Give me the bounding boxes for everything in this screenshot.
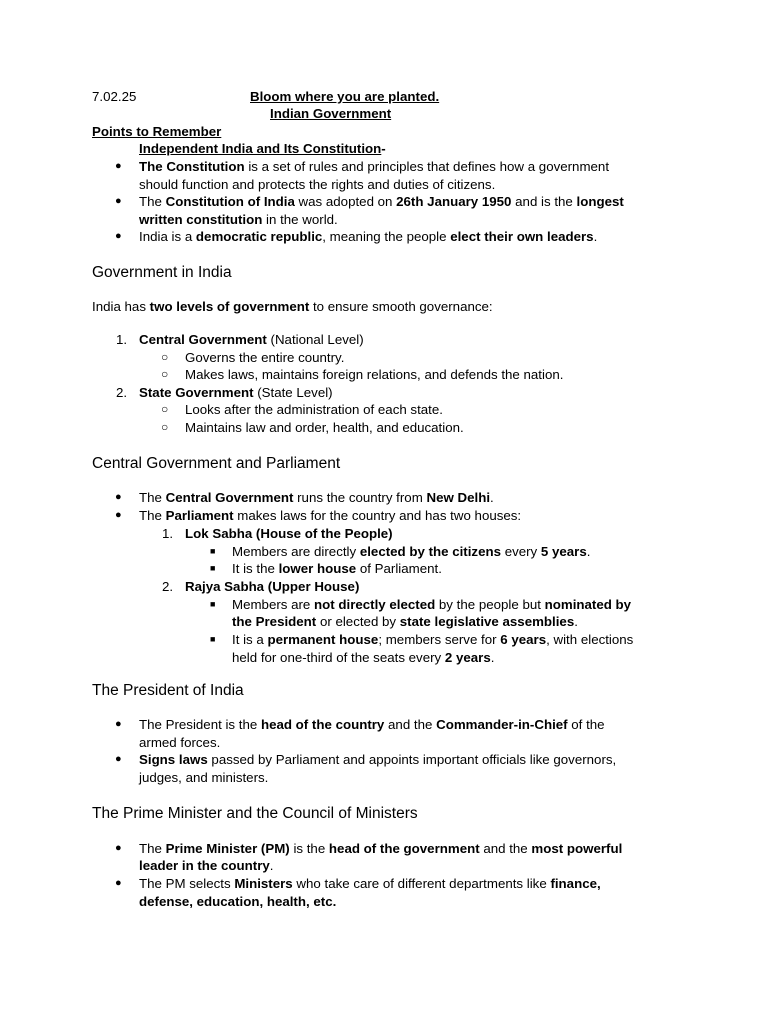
bullet-disc: ● <box>115 718 122 730</box>
text-bold: Constitution of India <box>165 194 295 209</box>
section-heading-prime-minister: The Prime Minister and the Council of Ministers <box>92 805 418 822</box>
list-item-cont: judges, and ministers. <box>139 770 269 785</box>
bullet-disc: ● <box>115 195 122 207</box>
text-bold: 26th January 1950 <box>396 194 512 209</box>
list-item-cont: defense, education, health, etc. <box>139 894 337 909</box>
text: should function and protects the rights and duties of citizens. <box>139 177 496 192</box>
list-item-cont <box>139 857 273 875</box>
list-item <box>139 228 597 246</box>
text: and is the <box>511 194 577 209</box>
bullet-disc: ● <box>115 509 122 521</box>
list-item <box>139 840 622 858</box>
list-item <box>139 751 616 769</box>
bullet-square: ■ <box>210 563 216 573</box>
text-bold: state legislative assemblies <box>399 614 575 629</box>
text-bold: head of the country <box>260 717 385 732</box>
text-bold: Central Government <box>165 490 294 505</box>
text: The <box>139 841 166 856</box>
bullet-disc: ● <box>115 230 122 242</box>
bullet-circle: ○ <box>161 350 169 364</box>
sub-item <box>232 560 442 578</box>
text-bold: head of the government <box>328 841 480 856</box>
text: , with elections <box>546 632 634 647</box>
text-bold: Central Government <box>139 332 267 347</box>
text: . <box>269 858 274 873</box>
text: makes laws for the country and has two houses: <box>233 508 522 523</box>
list-number: 2. <box>116 385 128 400</box>
text: in the world. <box>262 212 338 227</box>
list-item <box>139 331 364 349</box>
text-bold: longest <box>576 194 624 209</box>
text: passed by Parliament and appoints important officials like governors, <box>207 752 617 767</box>
list-number: 2. <box>162 579 174 594</box>
list-item <box>139 507 521 525</box>
text: or elected by <box>316 614 400 629</box>
text: and the <box>479 841 532 856</box>
text: Members are directly <box>232 544 360 559</box>
text-bold: lower house <box>278 561 357 576</box>
sub-item: Maintains law and order, health, and education. <box>185 420 464 435</box>
list-item <box>139 875 601 893</box>
text: The <box>139 490 166 505</box>
section-heading-president: The President of India <box>92 682 244 699</box>
sub-item: Makes laws, maintains foreign relations, and defends the nation. <box>185 367 564 382</box>
text: The <box>139 508 166 523</box>
subject-title: Indian Government <box>270 106 392 121</box>
list-item-cont <box>139 176 495 194</box>
text-bold: most powerful <box>531 841 623 856</box>
text-bold: 5 years <box>540 544 587 559</box>
text: It is a <box>232 632 268 647</box>
text: . <box>490 650 495 665</box>
text: India is a <box>139 229 196 244</box>
bullet-circle: ○ <box>161 402 169 416</box>
bullet-disc: ● <box>115 491 122 503</box>
text-bold: Ministers <box>234 876 293 891</box>
text: every <box>501 544 541 559</box>
intro-paragraph <box>92 298 493 316</box>
bullet-disc: ● <box>115 842 122 854</box>
points-to-remember: Points to Remember <box>92 124 222 139</box>
bullet-disc: ● <box>115 753 122 765</box>
bullet-disc: ● <box>115 877 122 889</box>
sub-item <box>232 631 633 649</box>
bullet-square: ■ <box>210 599 216 609</box>
text: ; members serve for <box>378 632 501 647</box>
text-bold: finance, <box>550 876 601 891</box>
text-bold: nominated by <box>544 597 632 612</box>
house-name: Rajya Sabha (Upper House) <box>185 579 360 594</box>
text-bold: not directly elected <box>314 597 436 612</box>
text: is a set of rules and principles that defines how a government <box>244 159 610 174</box>
text: . <box>593 229 598 244</box>
text-bold: elected by the citizens <box>359 544 501 559</box>
text-bold: 6 years <box>500 632 547 647</box>
list-number: 1. <box>116 332 128 347</box>
text-bold: Parliament <box>165 508 234 523</box>
list-item <box>139 716 605 734</box>
text: The <box>139 194 166 209</box>
text: held for one-third of the seats every <box>232 650 445 665</box>
text-bold: two levels of government <box>149 299 310 314</box>
section-heading-central-government: Central Government and Parliament <box>92 455 341 472</box>
sub-item: Looks after the administration of each state. <box>185 402 443 417</box>
text-bold: the President <box>232 614 317 629</box>
sub-item: Governs the entire country. <box>185 350 345 365</box>
date: 7.02.25 <box>92 89 137 104</box>
text-bold: New Delhi <box>426 490 491 505</box>
text: India has <box>92 299 150 314</box>
text: Members are <box>232 597 315 612</box>
bullet-square: ■ <box>210 634 216 644</box>
text-bold: leader in the country <box>139 858 270 873</box>
text: to ensure smooth governance: <box>309 299 493 314</box>
text: (State Level) <box>253 385 333 400</box>
text: . <box>490 490 494 505</box>
list-item <box>139 193 624 211</box>
list-item-cont <box>139 211 338 229</box>
text-bold: The Constitution <box>139 159 245 174</box>
text: by the people but <box>435 597 545 612</box>
text: . <box>586 544 591 559</box>
text: and the <box>384 717 437 732</box>
text: runs the country from <box>293 490 427 505</box>
text-bold: permanent house <box>267 632 379 647</box>
topic-text: Independent India and Its Constitution <box>139 141 382 156</box>
bullet-circle: ○ <box>161 367 169 381</box>
text: The President is the <box>139 717 261 732</box>
text: is the <box>289 841 329 856</box>
text-bold: Signs laws <box>139 752 208 767</box>
text: The PM selects <box>139 876 235 891</box>
text: . <box>574 614 578 629</box>
text-bold: Prime Minister (PM) <box>165 841 290 856</box>
list-item <box>139 384 333 402</box>
text-bold: democratic republic <box>195 229 323 244</box>
text: It is the <box>232 561 279 576</box>
text: of the <box>567 717 605 732</box>
list-item <box>139 489 494 507</box>
text-bold: Commander-in-Chief <box>436 717 568 732</box>
text: (National Level) <box>266 332 364 347</box>
list-item-cont: armed forces. <box>139 735 221 750</box>
sub-item-cont <box>232 649 494 667</box>
motto: Bloom where you are planted. <box>250 89 440 104</box>
bullet-circle: ○ <box>161 420 169 434</box>
text: , meaning the people <box>322 229 451 244</box>
topic-dash: - <box>381 141 386 156</box>
sub-item <box>232 543 590 561</box>
list-number: 1. <box>162 526 174 541</box>
bullet-square: ■ <box>210 546 216 556</box>
list-item <box>139 158 609 176</box>
topic-heading <box>139 140 386 157</box>
house-name: Lok Sabha (House of the People) <box>185 526 393 541</box>
text-bold: written constitution <box>139 212 263 227</box>
sub-item <box>232 596 631 614</box>
sub-item-cont <box>232 613 578 631</box>
bullet-disc: ● <box>115 160 122 172</box>
text-bold: State Government <box>139 385 254 400</box>
text: was adopted on <box>294 194 397 209</box>
text: who take care of different departments like <box>292 876 551 891</box>
section-heading-government-in-india: Government in India <box>92 264 232 281</box>
text-bold: elect their own leaders <box>450 229 594 244</box>
text-bold: 2 years <box>444 650 491 665</box>
text: of Parliament. <box>356 561 442 576</box>
